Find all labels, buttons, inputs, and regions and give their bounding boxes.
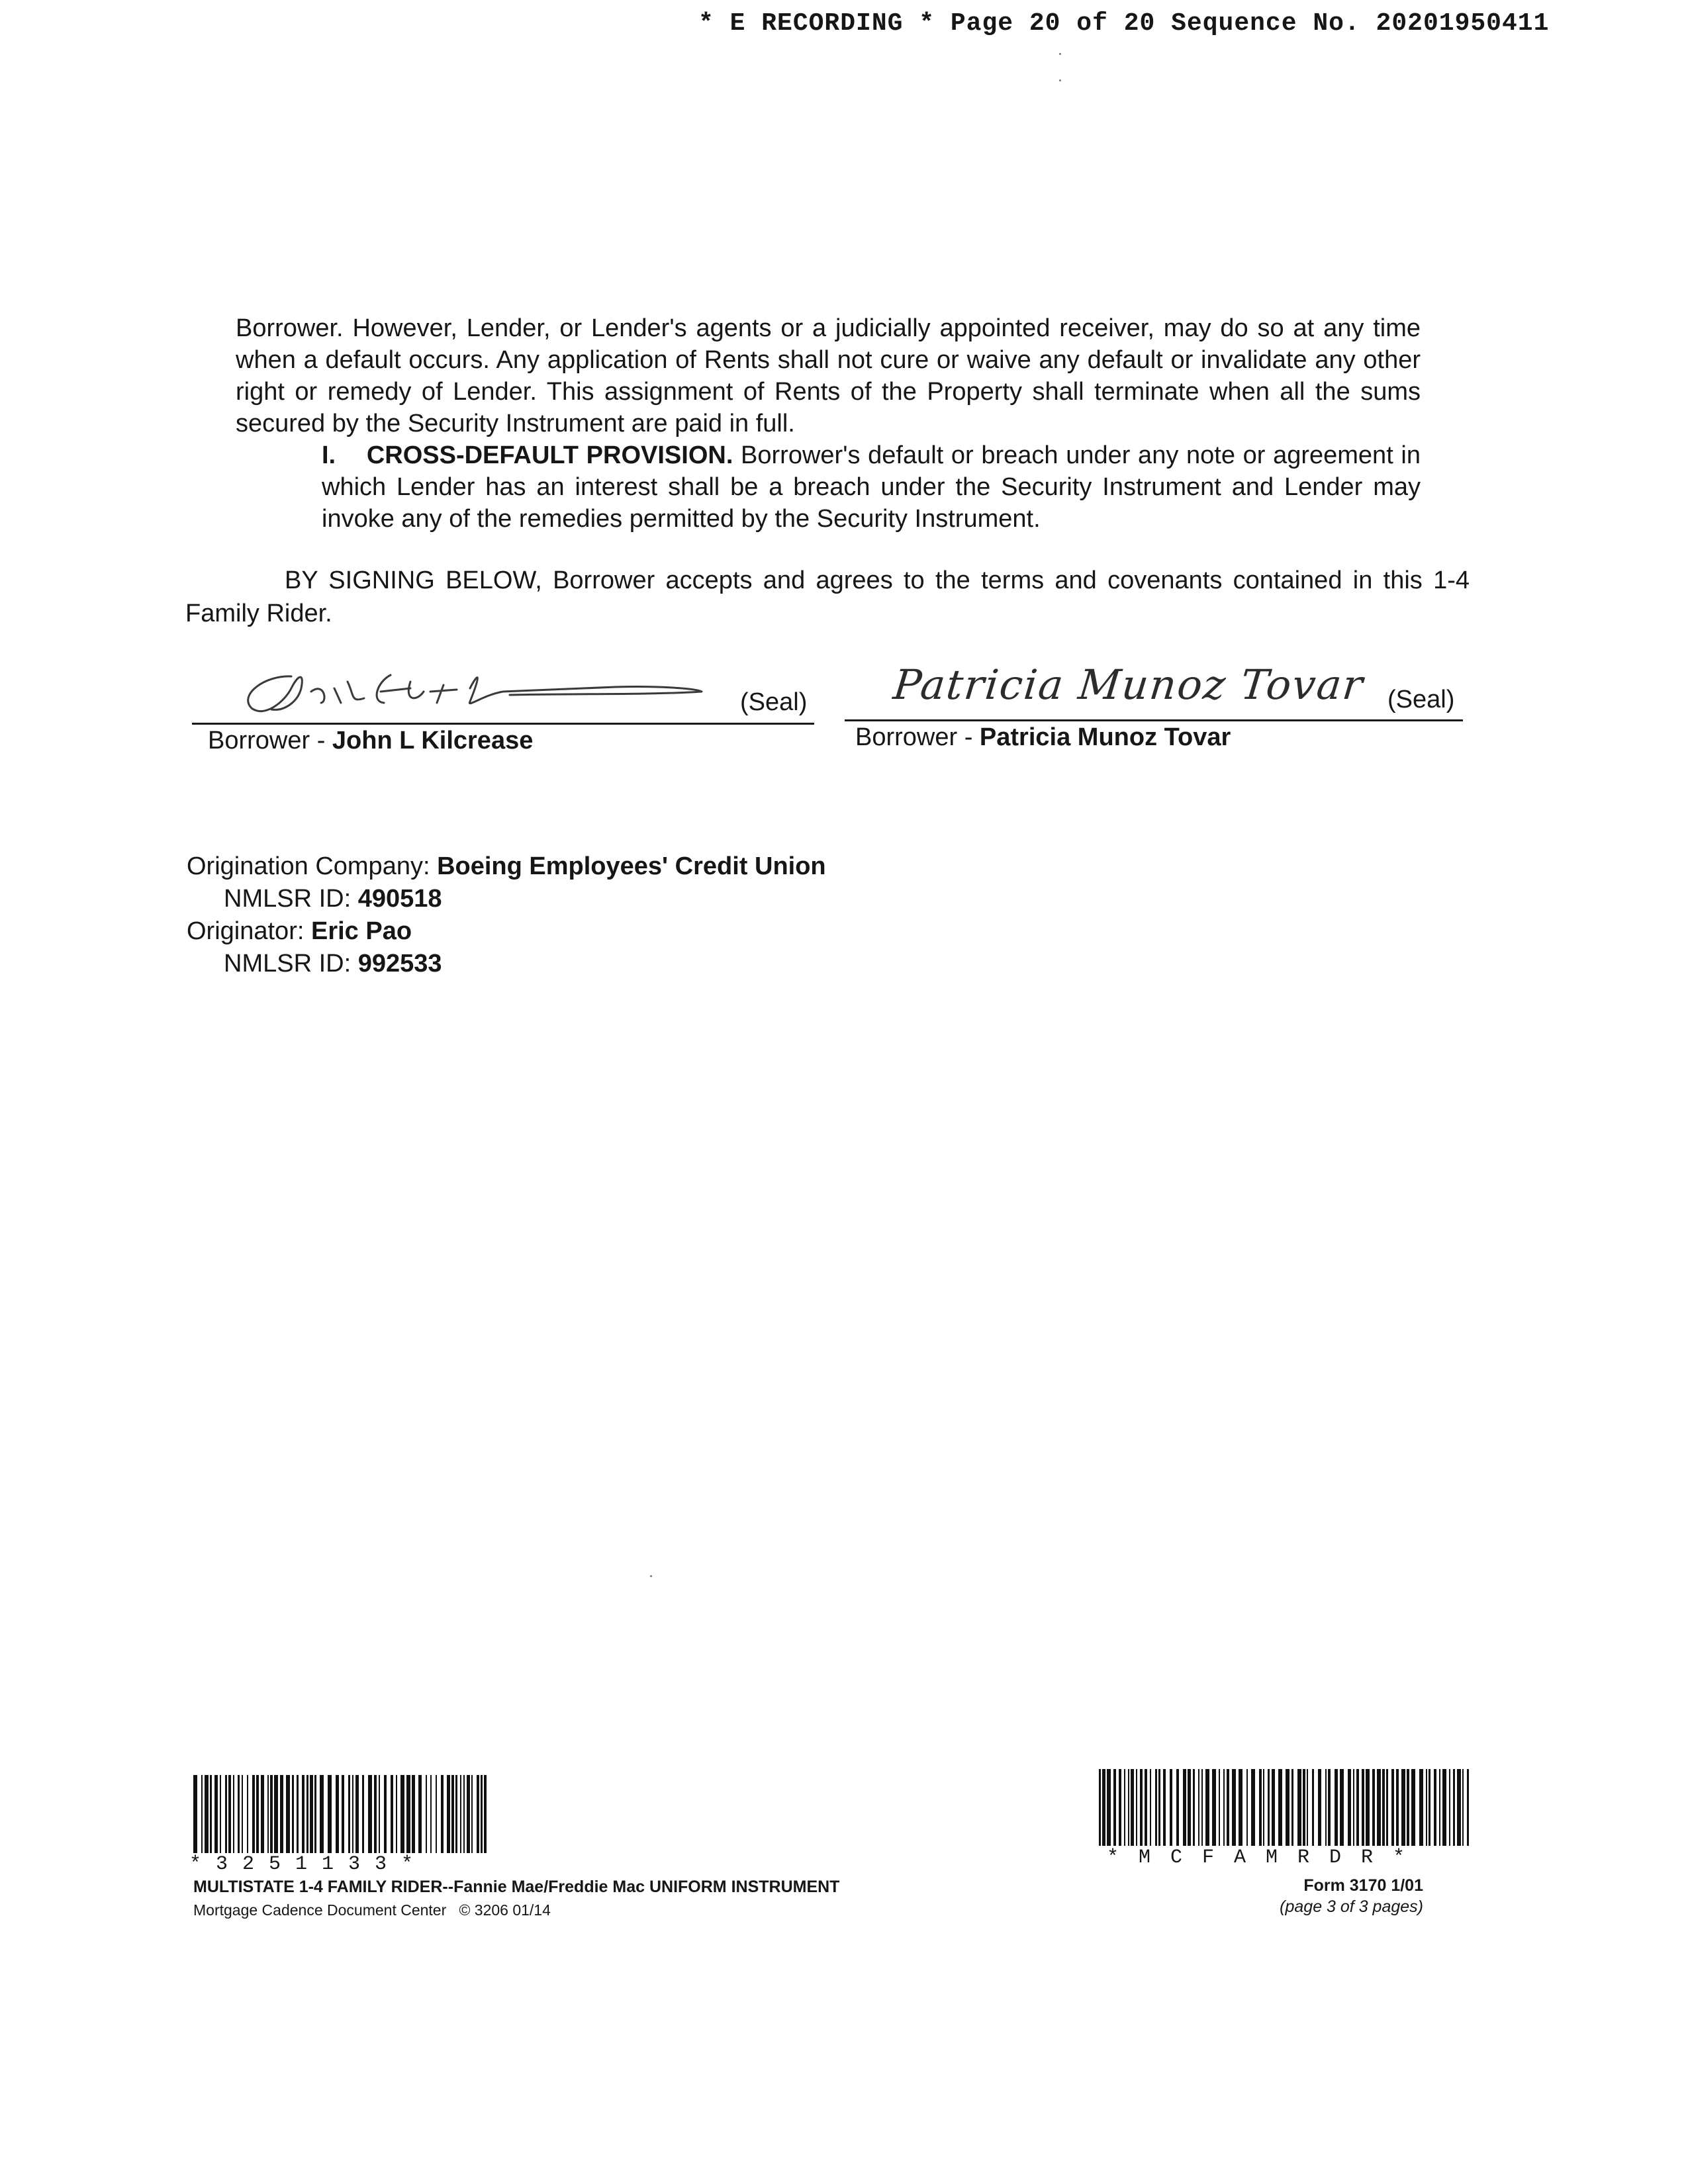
barcode-bar — [1426, 1769, 1427, 1846]
barcode-bar — [426, 1775, 427, 1853]
barcode-bar — [297, 1775, 299, 1853]
barcode-bar — [1372, 1769, 1375, 1846]
barcode-bar — [484, 1775, 487, 1853]
company-label: Origination Company: — [187, 852, 438, 880]
barcode-bar — [1362, 1769, 1364, 1846]
scan-speck — [1059, 53, 1061, 55]
barcode-bar — [379, 1775, 380, 1853]
form-number: Form 3170 1/01 — [1303, 1876, 1423, 1895]
barcode-bar — [477, 1775, 479, 1853]
barcode-bar — [1193, 1769, 1195, 1846]
barcode-bar — [1401, 1769, 1405, 1846]
barcode-bar — [412, 1775, 415, 1853]
barcode-bar — [447, 1775, 450, 1853]
barcode-bar — [1377, 1769, 1381, 1846]
scan-speck — [650, 1575, 652, 1577]
cross-default-paragraph — [236, 439, 1421, 535]
barcode-bar — [1176, 1769, 1179, 1846]
barcode-bar — [1303, 1769, 1305, 1846]
barcode-bar — [1386, 1769, 1388, 1846]
barcode-bar — [1119, 1769, 1121, 1846]
barcode-bar — [1429, 1769, 1430, 1846]
barcode-bar — [400, 1775, 404, 1853]
scan-speck — [1059, 79, 1061, 81]
barcode-bar — [1259, 1769, 1262, 1846]
barcode-bar — [368, 1775, 372, 1853]
signing-intro — [185, 564, 1470, 630]
barcode-bar — [210, 1775, 212, 1853]
barcode-bar — [1411, 1769, 1415, 1846]
barcode-bar — [1099, 1769, 1101, 1846]
section-text: Borrower's default or breach under any note or agreement in which Lender has an interest shall be a breach under the Security Instrument and Lender may invoke any of the remedies permitted by the Security Instrument. — [322, 441, 1421, 533]
barcode-bar — [306, 1775, 308, 1853]
barcode-bar — [1131, 1769, 1134, 1846]
barcode-bar — [1457, 1769, 1461, 1846]
barcode-bar — [1434, 1769, 1436, 1846]
barcode-left — [193, 1775, 489, 1856]
barcode-bar — [1453, 1769, 1455, 1846]
barcode-bar — [233, 1775, 234, 1853]
barcode-bar — [1113, 1769, 1116, 1846]
barcode-bar — [1163, 1769, 1166, 1846]
barcode-bar — [1318, 1769, 1321, 1846]
barcode-bar — [1251, 1769, 1255, 1846]
barcode-bar — [1232, 1769, 1236, 1846]
barcode-bar — [228, 1775, 231, 1853]
origination-company-line — [187, 850, 826, 883]
barcode-bar — [1124, 1769, 1125, 1846]
barcode-bar — [1278, 1769, 1282, 1846]
barcode-bar — [1155, 1769, 1157, 1846]
barcode-bar — [1158, 1769, 1160, 1846]
barcode-bar — [252, 1775, 255, 1853]
barcode-bar — [1439, 1769, 1440, 1846]
barcode-bar — [1396, 1769, 1399, 1846]
barcode-bar — [286, 1775, 290, 1853]
barcode-bar — [1268, 1769, 1270, 1846]
barcode-bar — [362, 1775, 364, 1853]
barcode-bar — [436, 1775, 437, 1853]
origination-block — [187, 850, 826, 980]
barcode-bar — [1328, 1769, 1331, 1846]
barcode-right-caption: *MCFAMRDR* — [1107, 1846, 1425, 1869]
barcode-bar — [1391, 1769, 1394, 1846]
barcode-bar — [1107, 1769, 1111, 1846]
barcode-bar — [1335, 1769, 1338, 1846]
form-title: MULTISTATE 1-4 FAMILY RIDER--Fannie Mae/Freddie Mac UNIFORM INSTRUMENT — [193, 1878, 840, 1896]
originator-line — [187, 915, 826, 948]
barcode-bar — [1382, 1769, 1385, 1846]
barcode-bar — [1312, 1769, 1314, 1846]
barcode-bar — [320, 1775, 324, 1853]
barcode-left-caption: *3251133* — [189, 1853, 428, 1876]
signing-intro-text: BY SIGNING BELOW, Borrower accepts and agrees to the terms and covenants contained in this 1-4 Family Rider. — [185, 567, 1470, 627]
barcode-bar — [1307, 1769, 1308, 1846]
barcode-bar — [1102, 1769, 1105, 1846]
nmlsr-label: NMLSR ID: — [224, 885, 358, 913]
barcode-bar — [1449, 1769, 1450, 1846]
doc-center: Mortgage Cadence Document Center — [193, 1901, 447, 1919]
seal-label-1: (Seal) — [740, 688, 808, 716]
barcode-bar — [467, 1775, 470, 1853]
barcode-bar — [292, 1775, 294, 1853]
borrower-role: Borrower - — [208, 727, 332, 754]
barcode-bar — [481, 1775, 483, 1853]
barcode-bar — [1140, 1769, 1143, 1846]
recording-header: * E RECORDING * Page 20 of 20 Sequence No. 20201950411 — [698, 9, 1550, 38]
barcode-bar — [1366, 1769, 1370, 1846]
barcode-bar — [342, 1775, 344, 1853]
barcode-bar — [1212, 1769, 1216, 1846]
barcode-bar — [1219, 1769, 1220, 1846]
section-letter: I. — [322, 441, 336, 469]
company-nmlsr-line — [187, 883, 826, 915]
barcode-bar — [1188, 1769, 1191, 1846]
continuation-paragraph: Borrower. However, Lender, or Lender's agents or a judicially appointed receiver, may do so at any time when a default occurs. Any application of Rents shall not cure or waive any default or invalidate any other right or remedy of Lender. This assignment of Rents of the Property shall terminate when all the sums secured by the Security Instrument are paid in full. — [236, 314, 1421, 437]
borrower-name-1: John L Kilcrease — [332, 727, 534, 754]
barcode-bar — [274, 1775, 278, 1853]
barcode-bar — [1356, 1769, 1359, 1846]
originator-nmlsr-line — [187, 948, 826, 980]
barcode-bar — [1205, 1769, 1209, 1846]
barcode-bar — [418, 1775, 422, 1853]
barcode-bar — [1136, 1769, 1137, 1846]
doc-code: © 3206 01/14 — [459, 1901, 551, 1919]
barcode-bar — [280, 1775, 283, 1853]
barcode-bar — [242, 1775, 243, 1853]
barcode-bar — [1201, 1769, 1203, 1846]
barcode-bar — [348, 1775, 350, 1853]
barcode-bar — [1286, 1769, 1289, 1846]
barcode-bar — [267, 1775, 269, 1853]
signature-mark-1 — [192, 662, 814, 715]
barcode-bar — [214, 1775, 218, 1853]
barcode-bar — [1462, 1769, 1464, 1846]
barcode-bar — [352, 1775, 353, 1853]
barcode-bar — [1183, 1769, 1186, 1846]
barcode-bar — [1348, 1769, 1351, 1846]
barcode-bar — [355, 1775, 359, 1853]
barcode-bar — [1442, 1769, 1446, 1846]
barcode-bar — [1353, 1769, 1354, 1846]
barcode-bar — [220, 1775, 221, 1853]
barcode-bar — [1150, 1769, 1151, 1846]
barcode-bar — [460, 1775, 461, 1853]
barcode-bar — [1170, 1769, 1172, 1846]
barcode-bar — [1239, 1769, 1243, 1846]
barcode-bar — [1145, 1769, 1147, 1846]
barcode-bar — [193, 1775, 197, 1853]
barcode-bar — [430, 1775, 432, 1853]
signature-line-2 — [845, 719, 1463, 721]
barcode-bar — [1198, 1769, 1199, 1846]
barcode-bar — [374, 1775, 377, 1853]
barcode-bar — [463, 1775, 465, 1853]
barcode-bar — [310, 1775, 313, 1853]
barcode-right — [1099, 1769, 1470, 1848]
signature-line-1 — [192, 723, 814, 725]
barcode-bar — [391, 1775, 393, 1853]
barcode-bar — [270, 1775, 273, 1853]
company-nmlsr-id: 490518 — [357, 885, 442, 913]
barcode-bar — [1407, 1769, 1409, 1846]
barcode-bar — [455, 1775, 457, 1853]
doc-center-line — [193, 1901, 551, 1919]
borrower-caption-2 — [855, 723, 1231, 752]
barcode-bar — [225, 1775, 227, 1853]
barcode-bar — [247, 1775, 248, 1853]
handwritten-signature-2: Patricia Munoz Tovar — [891, 660, 1366, 709]
handwritten-signature — [192, 662, 774, 721]
barcode-bar — [328, 1775, 332, 1853]
barcode-bar — [205, 1775, 209, 1853]
borrower-role: Borrower - — [855, 723, 980, 751]
rider-body — [236, 312, 1421, 535]
barcode-bar — [1227, 1769, 1229, 1846]
barcode-bar — [1340, 1769, 1344, 1846]
barcode-bar — [238, 1775, 240, 1853]
page-info: (page 3 of 3 pages) — [1280, 1897, 1423, 1916]
barcode-bar — [384, 1775, 387, 1853]
seal-label-2: (Seal) — [1387, 686, 1455, 713]
barcode-bar — [1128, 1769, 1129, 1846]
barcode-bar — [1467, 1769, 1469, 1846]
originator-nmlsr-id: 992533 — [357, 950, 442, 978]
barcode-bar — [201, 1775, 203, 1853]
barcode-bar — [302, 1775, 305, 1853]
nmlsr-label: NMLSR ID: — [224, 950, 358, 978]
barcode-bar — [1263, 1769, 1264, 1846]
barcode-bar — [471, 1775, 473, 1853]
barcode-bar — [441, 1775, 444, 1853]
borrower-caption-1 — [208, 727, 533, 755]
barcode-bar — [396, 1775, 397, 1853]
borrower-name-2: Patricia Munoz Tovar — [979, 723, 1231, 751]
section-title: CROSS-DEFAULT PROVISION. — [366, 441, 733, 469]
barcode-bar — [1272, 1769, 1275, 1846]
barcode-bar — [261, 1775, 264, 1853]
barcode-bar — [336, 1775, 339, 1853]
barcode-bar — [1291, 1769, 1293, 1846]
barcode-bar — [256, 1775, 259, 1853]
company-name: Boeing Employees' Credit Union — [437, 852, 826, 880]
barcode-bar — [451, 1775, 454, 1853]
originator-label: Originator: — [187, 917, 311, 945]
barcode-bar — [314, 1775, 316, 1853]
barcode-bar — [1325, 1769, 1327, 1846]
originator-name: Eric Pao — [310, 917, 412, 945]
barcode-bar — [1297, 1769, 1301, 1846]
barcode-bar — [1419, 1769, 1423, 1846]
barcode-bar — [1223, 1769, 1225, 1846]
barcode-bar — [1246, 1769, 1248, 1846]
form-number-block — [1280, 1875, 1423, 1917]
barcode-bar — [406, 1775, 410, 1853]
